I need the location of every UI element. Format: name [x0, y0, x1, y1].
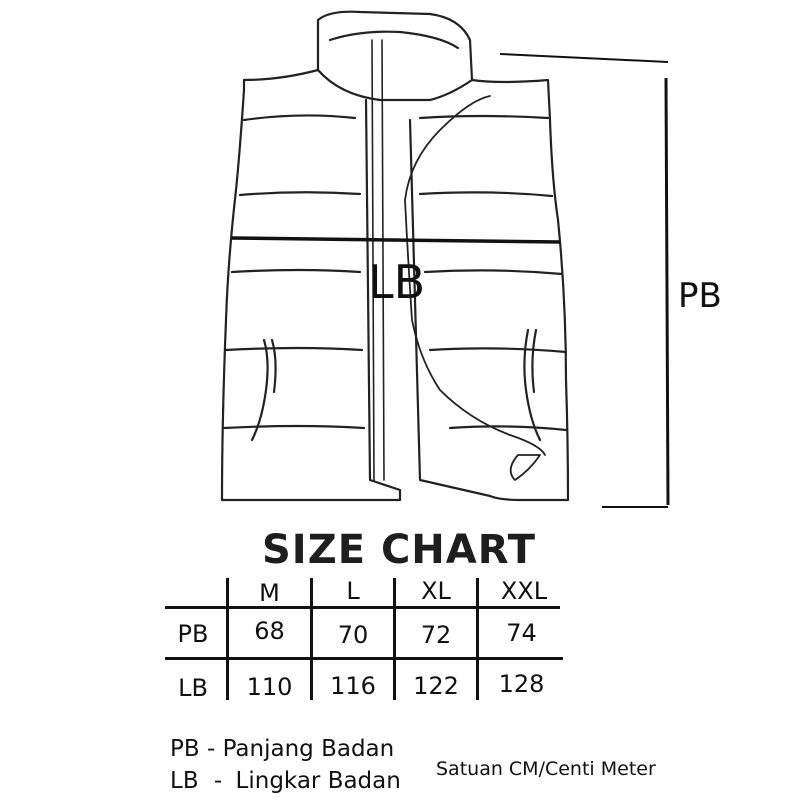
- lb-value-m: 110: [246, 673, 293, 701]
- vest-right-pocket: [524, 330, 540, 440]
- lb-value-xxl: 128: [498, 670, 545, 698]
- size-chart-title: SIZE CHART: [262, 527, 537, 573]
- pb-diagram-label: PB: [678, 276, 722, 316]
- vest-collar: [318, 12, 472, 100]
- pb-value-m: 68: [254, 617, 285, 645]
- legend-lb: [170, 768, 401, 794]
- size-header-m: M: [259, 579, 280, 607]
- legend-pb: [170, 736, 394, 762]
- legend-pb-abbr: PB: [170, 736, 200, 762]
- pb-value-xxl: 74: [506, 619, 537, 647]
- size-header-xxl: XXL: [500, 577, 548, 605]
- legend-pb-meaning: Panjang Badan: [222, 736, 395, 762]
- legend-lb-meaning: Lingkar Badan: [235, 768, 401, 794]
- row-label-lb: LB: [178, 674, 208, 702]
- lb-value-l: 116: [330, 672, 376, 700]
- pb-vertical-line: [666, 78, 668, 505]
- vest-left-pocket: [252, 340, 276, 440]
- legend-lb-sep: -: [213, 768, 223, 794]
- legend-pb-sep: -: [206, 736, 216, 762]
- legend-lb-abbr: LB: [170, 768, 199, 794]
- table-line-h2: [165, 657, 563, 660]
- size-header-xl: XL: [421, 577, 451, 605]
- lb-measure-line: [232, 238, 560, 242]
- row-label-pb: PB: [177, 620, 209, 648]
- units-note: Satuan CM/Centi Meter: [436, 758, 656, 780]
- pb-value-l: 70: [337, 621, 369, 649]
- table-line-h1: [165, 606, 560, 609]
- vest-right-panel: [410, 80, 568, 500]
- pb-value-xl: 72: [420, 621, 452, 649]
- lb-value-xl: 122: [413, 672, 459, 700]
- pb-top-line: [500, 54, 668, 62]
- lb-diagram-label: LB: [368, 255, 426, 309]
- size-header-l: L: [346, 577, 360, 605]
